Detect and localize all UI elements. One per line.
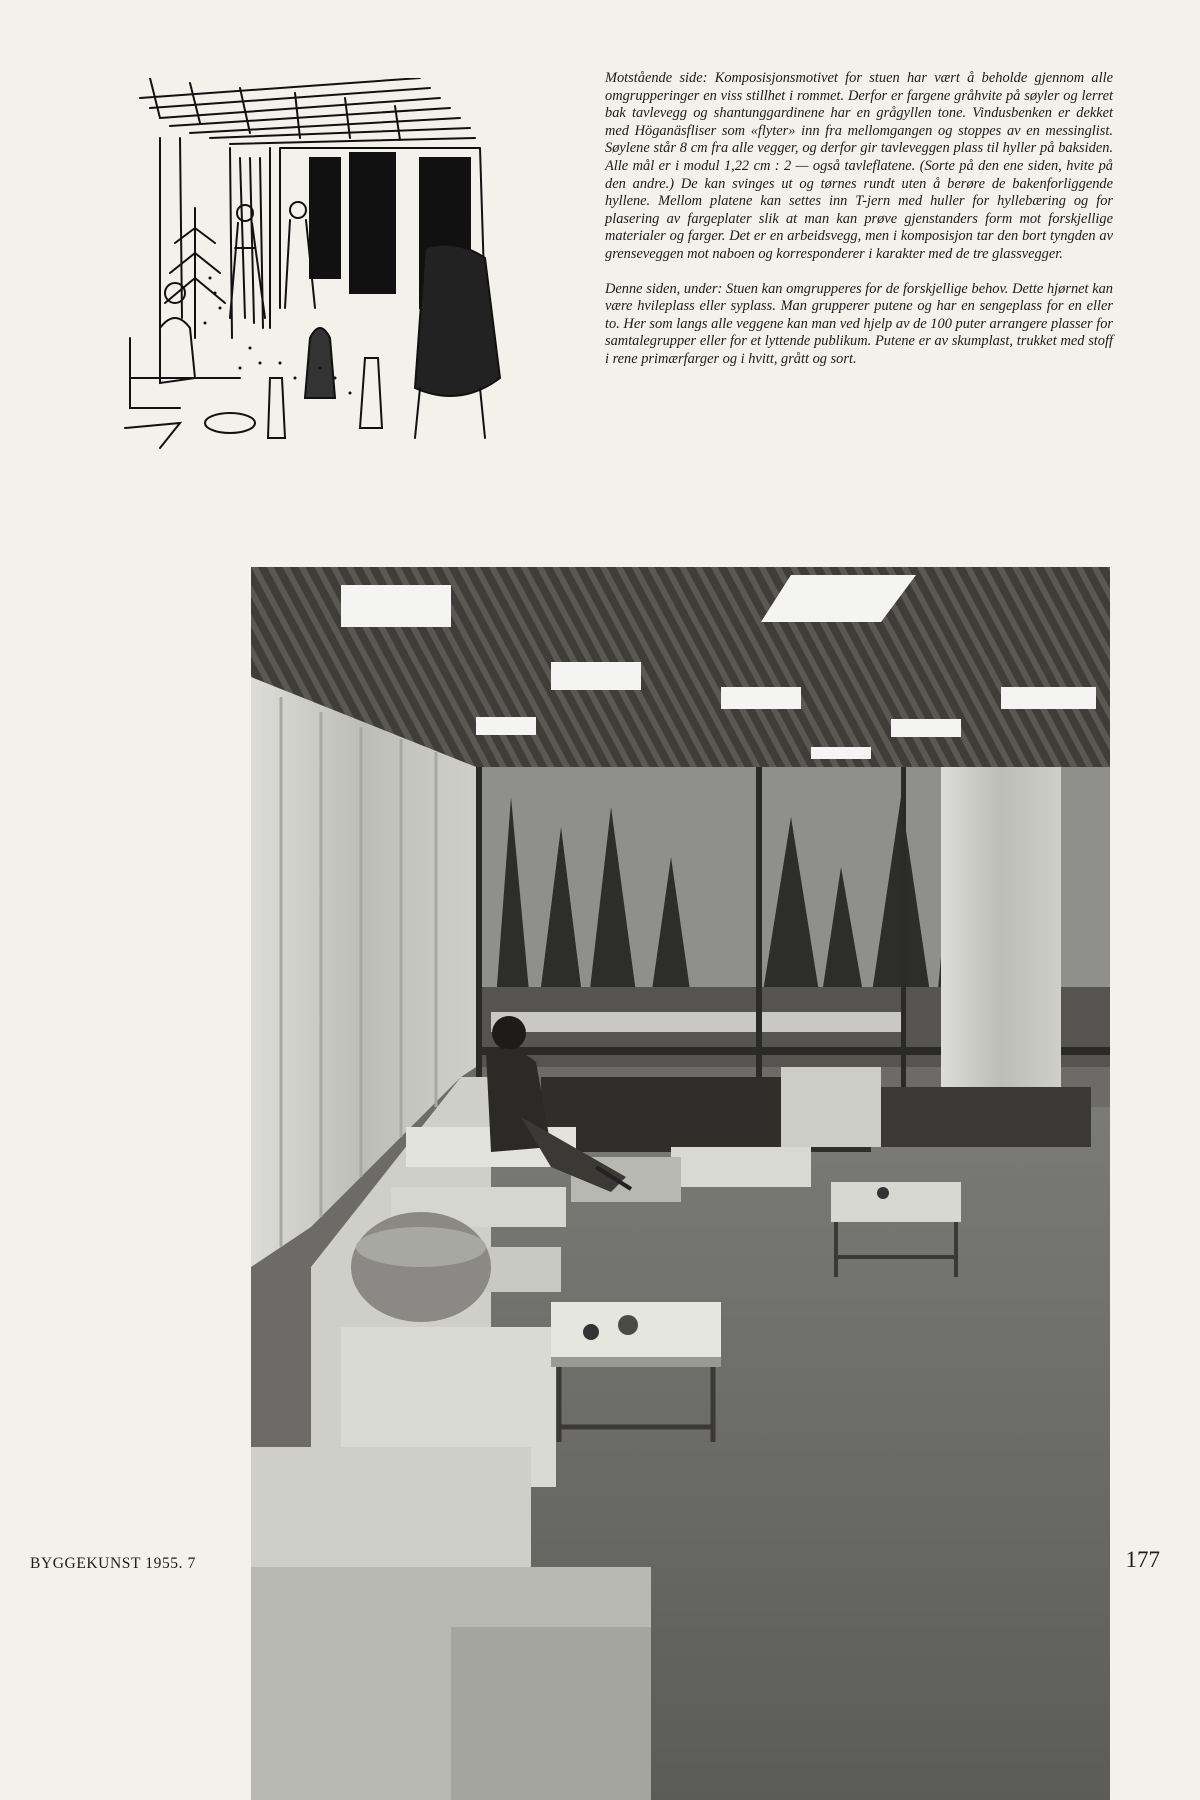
caption-paragraph-2: Denne siden, under: Stuen kan omgrupperes for de forskjellige behov. Dette hjørnet kan være hvileplass eller syplass. Man grupperer putene og har en sengeplass for en eller to. Her som langs alle veggene kan man ved hjelp av de 100 puter arrangere plasser for samtalegrupper eller for et lyttende publikum. Putene er av skumplast, trukket med stoff i rene primærfarger og i hvitt, grått og sort.: [605, 280, 1113, 367]
living-room-photograph: [251, 567, 1110, 1800]
sketch-drawing: [120, 78, 515, 453]
page-number: 177: [1125, 1547, 1160, 1572]
ink-sketch-illustration: [120, 78, 515, 453]
photo-rendering: [251, 567, 1110, 1800]
caption-column: [605, 70, 1113, 386]
publication-footer: BYGGEKUNST 1955. 7: [30, 1555, 196, 1572]
caption-paragraph-1: Motstående side: Komposisjonsmotivet for stuen har vært å beholde gjennom alle omgrupperinger en viss stillhet i rommet. Derfor er fargene gråhvite på søyler og lerret bak tavlevegg og shantunggardinene har en grågyllen tone. Vindusbenken er dekket med Höganäsfliser som «flyter» inn fra mellomgangen og stoppes av en messinglist. Søylene står 8 cm fra alle vegger, og derfor gir tavleveggen plass til hyller på baksiden. Alle mål er i modul 1,22 cm : 2 — også tavleflatene. (Sorte på den ene siden, hvite på den andre.) De kan svinges ut og tørnes rundt uten å berøre de bakenforliggende hyllene. Mellom platene kan settes inn T-jern med huller for hyllebæring og for plasering av fargeplater slik at man kan prøve gjenstanders form mot forskjellige materialer og farger. Det er en arbeidsvegg, men i komposisjon tar den bort tyngden av grenseveggen mot naboen og korresponderer i karakter med de tre glassvegger.: [605, 70, 1113, 262]
